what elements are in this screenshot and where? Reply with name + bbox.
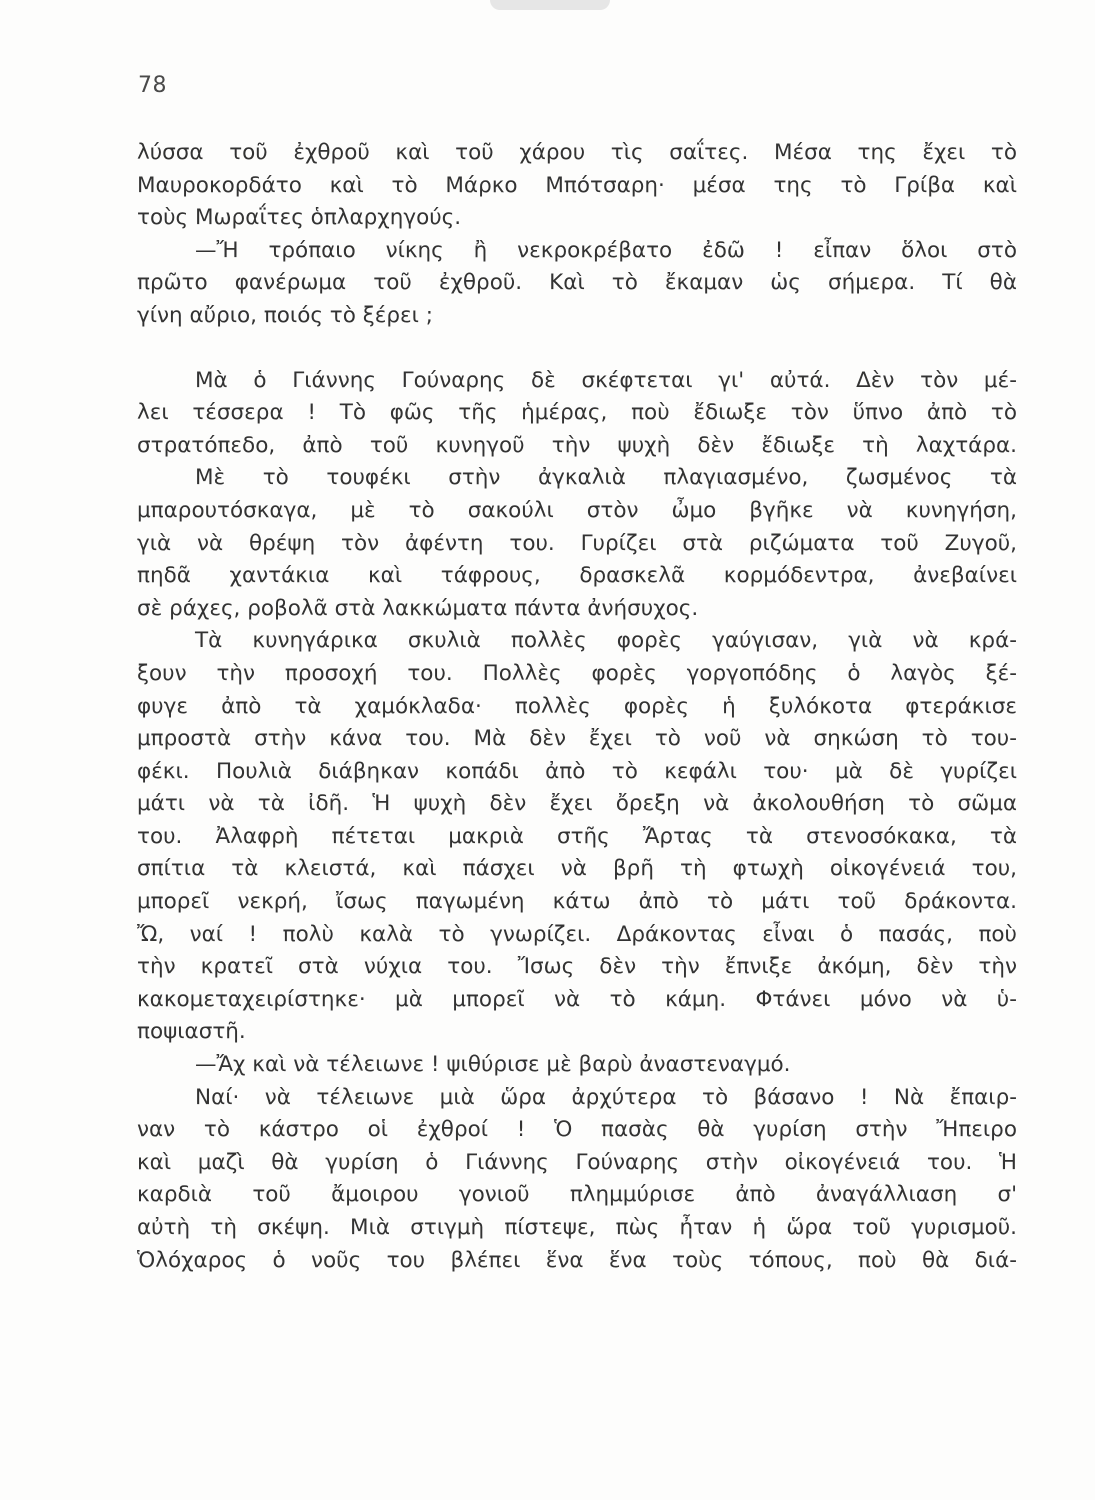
text-line: τοὺς Μωραΐτες ὁπλαρχηγούς. — [137, 205, 462, 231]
page-number: 78 — [138, 73, 167, 98]
text-line: Μὰ ὁ Γιάννης Γούναρης δὲ σκέφτεται γι' αὐτά. Δὲν τὸν μέ- — [195, 367, 1017, 393]
text-line: μπαρουτόσκαγα, μὲ τὸ σακούλι στὸν ὦμο βγῆκε νὰ κυνηγήση, — [137, 497, 1017, 523]
text-line: μπορεῖ νεκρή, ἴσως παγωμένη κάτω ἀπὸ τὸ μάτι τοῦ δράκοντα. — [137, 889, 1017, 915]
text-line: τὴν κρατεῖ στὰ νύχια του. Ἴσως δὲν τὴν ἔπνιξε ἀκόμη, δὲν τὴν — [137, 954, 1017, 980]
text-line: ναν τὸ κάστρο οἱ ἐχθροί ! Ὁ πασὰς θὰ γυρίση στὴν Ἤπειρο — [137, 1117, 1017, 1143]
text-line: στρατόπεδο, ἀπὸ τοῦ κυνηγοῦ τὴν ψυχὴ δὲν ἔδιωξε τὴ λαχτάρα. — [137, 432, 1017, 458]
text-line: γίνη αὔριο, ποιός τὸ ξέρει ; — [137, 302, 433, 328]
text-line: ποψιαστῆ. — [137, 1019, 246, 1045]
text-line: Τὰ κυνηγάρικα σκυλιὰ πολλὲς φορὲς γαύγισαν, γιὰ νὰ κρά- — [195, 628, 1017, 654]
text-line: αὐτὴ τὴ σκέψη. Μιὰ στιγμὴ πίστεψε, πὼς ἦταν ἡ ὥρα τοῦ γυρισμοῦ. — [137, 1215, 1017, 1240]
text-line: του. Ἀλαφρὴ πέτεται μακριὰ στῆς Ἄρτας τὰ στενοσόκακα, τὰ — [137, 823, 1017, 849]
text-line: μπροστὰ στὴν κάνα του. Μὰ δὲν ἔχει τὸ νοῦ νὰ σηκώση τὸ του- — [137, 726, 1017, 752]
text-line: πηδᾶ χαντάκια καὶ τάφρους, δρασκελᾶ κορμόδεντρα, ἀνεβαίνει — [137, 563, 1017, 589]
text-line: λύσσα τοῦ ἐχθροῦ καὶ τοῦ χάρου τὶς σαΐτες. Μέσα της ἔχει τὸ — [137, 140, 1017, 165]
text-line: Ὤ, ναί ! πολὺ καλὰ τὸ γνωρίζει. Δράκοντας εἶναι ὁ πασάς, ποὺ — [137, 921, 1017, 947]
text-line: —Ἄχ καὶ νὰ τέλειωνε ! ψιθύρισε μὲ βαρὺ ἀναστεναγμό. — [195, 1052, 791, 1078]
text-line: σπίτια τὰ κλειστά, καὶ πάσχει νὰ βρῆ τὴ φτωχὴ οἰκογένειά του, — [137, 856, 1017, 882]
text-line: Ναί· νὰ τέλειωνε μιὰ ὥρα ἀρχύτερα τὸ βάσανο ! Νὰ ἔπαιρ- — [195, 1084, 1017, 1110]
text-line: φέκι. Πουλιὰ διάβηκαν κοπάδι ἀπὸ τὸ κεφάλι του· μὰ δὲ γυρίζει — [137, 758, 1017, 784]
scan-edge-shadow — [490, 0, 610, 10]
text-line: Μὲ τὸ τουφέκι στὴν ἀγκαλιὰ πλαγιασμένο, ζωσμένος τὰ — [195, 465, 1017, 491]
text-line: γιὰ νὰ θρέψη τὸν ἀφέντη του. Γυρίζει στὰ ριζώματα τοῦ Ζυγοῦ, — [137, 530, 1017, 556]
text-line: λει τέσσερα ! Τὸ φῶς τῆς ἡμέρας, ποὺ ἔδιωξε τὸν ὕπνο ἀπὸ τὸ — [137, 400, 1017, 426]
text-line: φυγε ἀπὸ τὰ χαμόκλαδα· πολλὲς φορὲς ἡ ξυλόκοτα φτεράκισε — [137, 693, 1017, 719]
text-line: μάτι νὰ τὰ ἰδῆ. Ἡ ψυχὴ δὲν ἔχει ὄρεξη νὰ ἀκολουθήση τὸ σῶμα — [137, 791, 1017, 817]
text-line: Μαυροκορδάτο καὶ τὸ Μάρκο Μπότσαρη· μέσα της τὸ Γρίβα καὶ — [137, 172, 1017, 198]
text-line: πρῶτο φανέρωμα τοῦ ἐχθροῦ. Καὶ τὸ ἔκαμαν ὡς σήμερα. Τί θὰ — [137, 270, 1017, 296]
text-line: σὲ ράχες, ροβολᾶ στὰ λακκώματα πάντα ἀνήσυχος. — [137, 595, 699, 621]
paragraph-gap — [137, 333, 1017, 365]
text-line: ξουν τὴν προσοχή του. Πολλὲς φορὲς γοργοπόδης ὁ λαγὸς ξέ- — [137, 660, 1017, 686]
text-line: καρδιὰ τοῦ ἄμοιρου γονιοῦ πλημμύρισε ἀπὸ ἀναγάλλιαση σ' — [137, 1182, 1017, 1208]
text-line: Ὁλόχαρος ὁ νοῦς του βλέπει ἕνα ἕνα τοὺς τόπους, ποὺ θὰ διά- — [137, 1247, 1017, 1273]
body-text — [137, 137, 1017, 1277]
text-line: —Ἤ τρόπαιο νίκης ἢ νεκροκρέβατο ἐδῶ ! εἶπαν ὅλοι στὸ — [195, 237, 1017, 263]
text-line: κακομεταχειρίστηκε· μὰ μπορεῖ νὰ τὸ κάμη. Φτάνει μόνο νὰ ὑ- — [137, 986, 1017, 1012]
text-line: καὶ μαζὶ θὰ γυρίση ὁ Γιάννης Γούναρης στὴν οἰκογένειά του. Ἡ — [137, 1149, 1017, 1175]
